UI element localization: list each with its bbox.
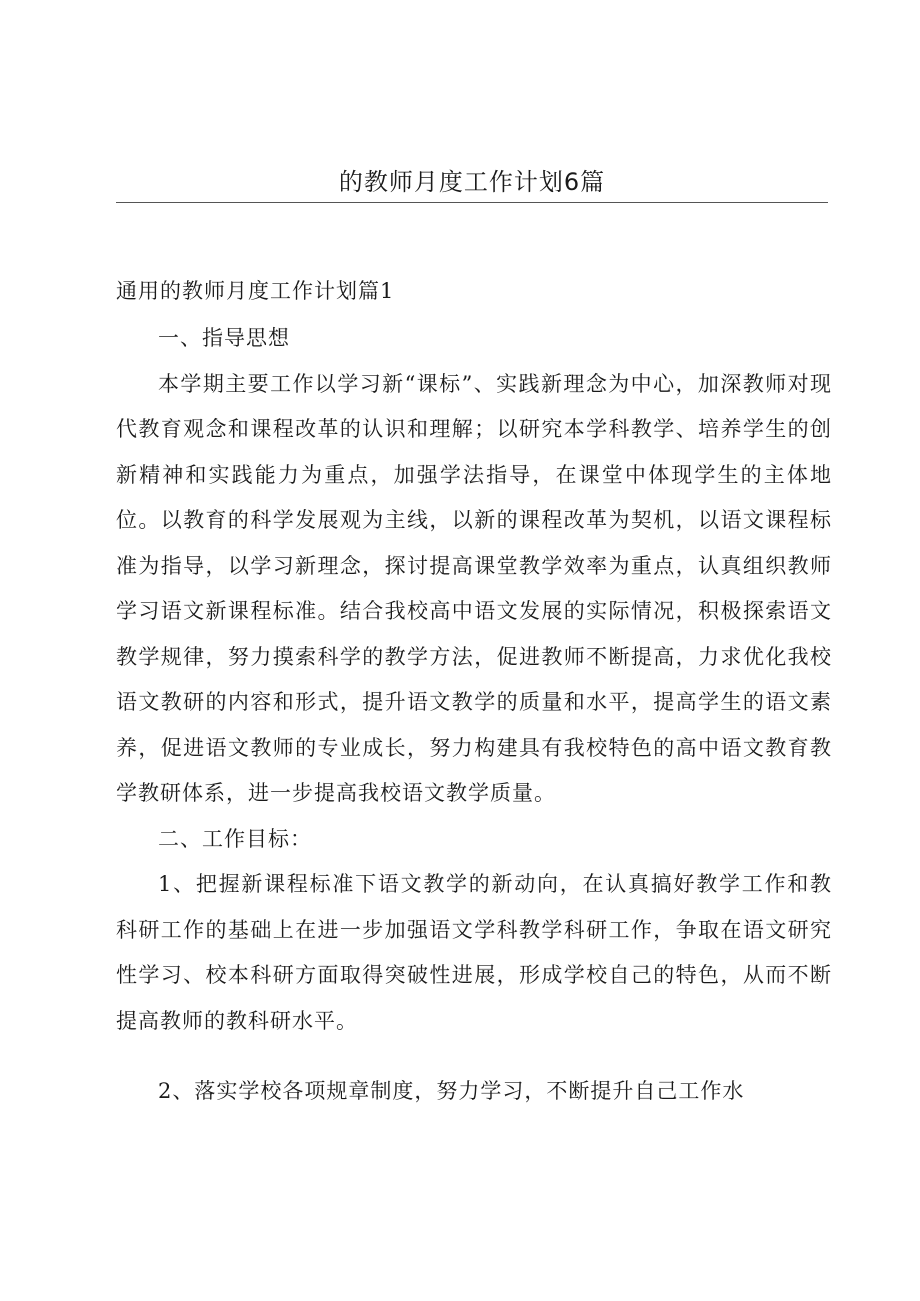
document-body [116, 316, 832, 1115]
title-underline [116, 202, 828, 203]
guiding-heading: 一、指导思想 [158, 326, 290, 350]
goal-item-1: 1、把握新课程标准下语文教学的新动向，在认真搞好教学工作和教科研工作的基础上在进一步加强语文学科教学科研工作，争取在语文研究性学习、校本科研方面取得突破性进展，形成学校自己的特色，从而不断提高教师的教科研水平。 [116, 872, 832, 1033]
section-heading: 通用的教师月度工作计划篇1 [116, 279, 395, 303]
guiding-paragraph: 本学期主要工作以学习新“课标”、实践新理念为中心，加深教师对现代教育观念和课程改革的认识和理解；以研究本学科教学、培养学生的创新精神和实践能力为重点，加强学法指导，在课堂中体现学生的主体地位。以教育的科学发展观为主线，以新的课程改革为契机，以语文课程标准为指导，以学习新理念，探讨提高课堂教学效率为重点，认真组织教师学习语文新课程标准。结合我校高中语文发展的实际情况，积极探索语文教学规律，努力摸索科学的教学方法，促进教师不断提高，力求优化我校语文教研的内容和形式，提升语文教学的质量和水平，提高学生的语文素养，促进语文教师的专业成长，努力构建具有我校特色的高中语文教育教学教研体系，进一步提高我校语文教学质量。 [116, 371, 832, 805]
goal-item-2: 2、落实学校各项规章制度，努力学习，不断提升自己工作水 [158, 1079, 745, 1103]
document-title: 的教师月度工作计划6篇 [338, 168, 606, 196]
goals-heading: 二、工作目标： [158, 826, 312, 851]
